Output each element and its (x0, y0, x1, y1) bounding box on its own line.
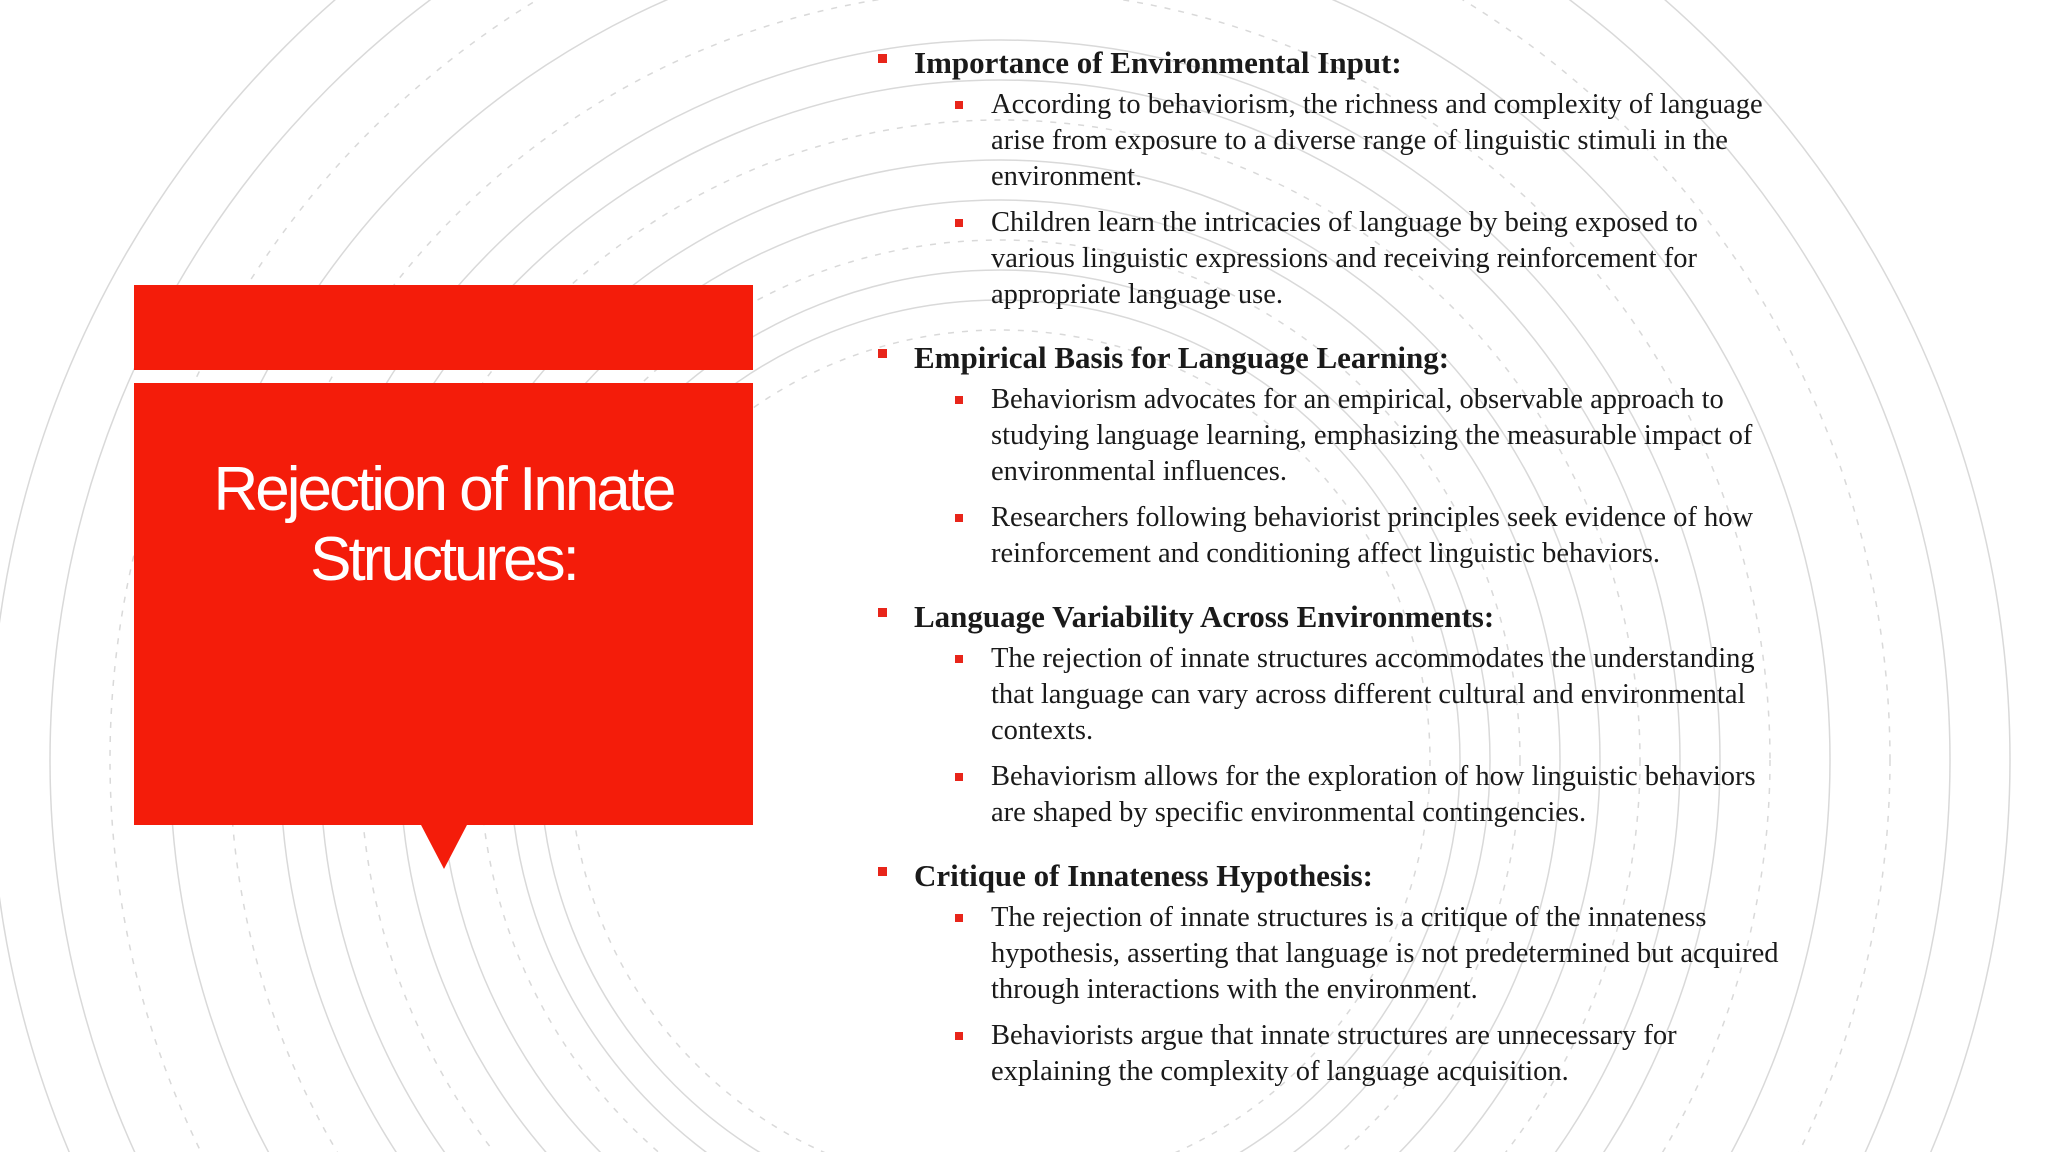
square-bullet-icon (955, 101, 963, 109)
title-accent-bar (134, 285, 753, 370)
section (872, 594, 2012, 831)
title-box (134, 383, 753, 825)
list-item-text: Behaviorists argue that innate structures are unnecessary for explaining the complexity of language acquisition. (991, 1020, 1677, 1087)
square-bullet-icon (955, 655, 963, 663)
list-item-text: The rejection of innate structures accommodates the understanding that language can vary across different cultural and environmental contexts. (991, 643, 1755, 746)
section-heading (872, 335, 2012, 380)
sub-list (872, 382, 2012, 572)
section-heading-text: Importance of Environmental Input: (914, 45, 1402, 80)
square-bullet-icon (955, 219, 963, 227)
sub-list (872, 641, 2012, 831)
square-bullet-icon (955, 773, 963, 781)
bullet-content (872, 40, 2012, 1112)
list-item-text: According to behaviorism, the richness and complexity of language arise from exposure to a diverse range of linguistic stimuli in the environment. (991, 89, 1763, 192)
square-bullet-icon (878, 608, 887, 617)
list-item-text: Behaviorism allows for the exploration of how linguistic behaviors are shaped by specific environmental contingencies. (991, 761, 1756, 828)
list-item (872, 759, 1781, 831)
square-bullet-icon (878, 54, 887, 63)
section (872, 335, 2012, 572)
section-heading (872, 594, 2012, 639)
square-bullet-icon (878, 349, 887, 358)
list-item-text: Behaviorism advocates for an empirical, observable approach to studying language learning, emphasizing the measurable impact of environmental influences. (991, 384, 1753, 487)
square-bullet-icon (878, 867, 887, 876)
list-item (872, 87, 1781, 195)
section-heading (872, 40, 2012, 85)
section (872, 853, 2012, 1090)
list-item (872, 382, 1781, 490)
section (872, 40, 2012, 313)
square-bullet-icon (955, 1032, 963, 1040)
section-heading-text: Critique of Innateness Hypothesis: (914, 858, 1374, 893)
square-bullet-icon (955, 514, 963, 522)
title-box-pointer (420, 823, 468, 869)
section-heading-text: Language Variability Across Environments: (914, 599, 1495, 634)
list-item (872, 641, 1781, 749)
section-heading-text: Empirical Basis for Language Learning: (914, 340, 1450, 375)
slide-title: Rejection of Innate Structures: (213, 455, 674, 594)
square-bullet-icon (955, 396, 963, 404)
list-item (872, 1018, 1781, 1090)
list-item (872, 900, 1781, 1008)
section-heading (872, 853, 2012, 898)
list-item-text: Children learn the intricacies of language by being exposed to various linguistic expressions and receiving reinforcement for appropriate language use. (991, 207, 1698, 310)
list-item (872, 500, 1781, 572)
sub-list (872, 900, 2012, 1090)
list-item (872, 205, 1781, 313)
sub-list (872, 87, 2012, 313)
square-bullet-icon (955, 914, 963, 922)
list-item-text: The rejection of innate structures is a critique of the innateness hypothesis, asserting that language is not predetermined but acquired through interactions with the environment. (991, 902, 1779, 1005)
list-item-text: Researchers following behaviorist principles seek evidence of how reinforcement and conditioning affect linguistic behaviors. (991, 502, 1754, 569)
